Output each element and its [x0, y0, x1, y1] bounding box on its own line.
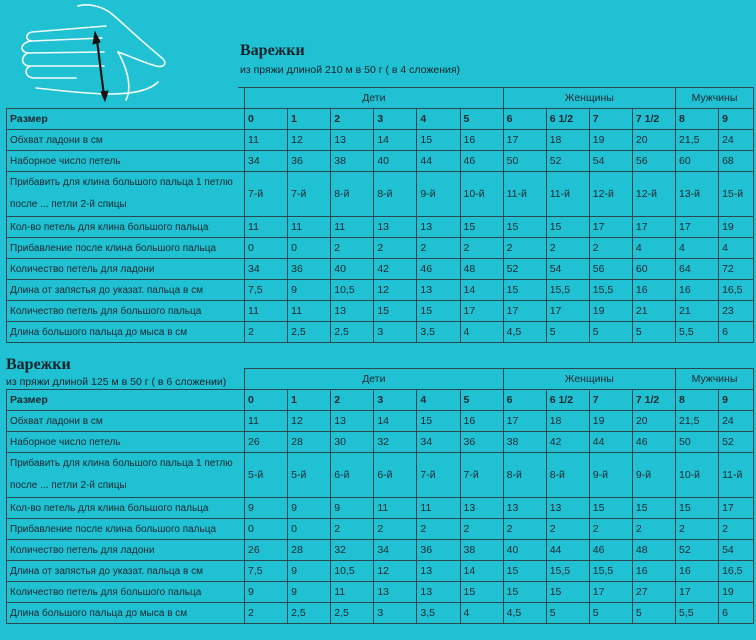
table-row — [7, 519, 754, 540]
size-cell: 6 — [503, 390, 546, 411]
table-cell: 40 — [374, 151, 417, 172]
table-cell: 16 — [460, 130, 503, 151]
group-women: Женщины — [503, 88, 675, 109]
table-cell: 15 — [675, 498, 718, 519]
table-cell: 15,5 — [546, 561, 589, 582]
group-children: Дети — [245, 369, 504, 390]
section1-size-row — [7, 109, 754, 130]
size-label: Размер — [7, 109, 245, 130]
table-cell: 13 — [417, 217, 460, 238]
table-cell: 24 — [719, 130, 754, 151]
size-cell: 4 — [417, 109, 460, 130]
table-cell: 46 — [632, 432, 675, 453]
size-cell: 7 1/2 — [632, 109, 675, 130]
table-cell: 32 — [374, 432, 417, 453]
table-cell: 3,5 — [417, 603, 460, 624]
row-label: Прибавление после клина большого пальца — [7, 238, 245, 259]
table-cell: 13 — [374, 582, 417, 603]
table-cell: 5-й — [245, 453, 288, 498]
table-cell: 9 — [288, 280, 331, 301]
table-cell: 19 — [589, 130, 632, 151]
table-cell: 4,5 — [503, 603, 546, 624]
table-cell: 20 — [632, 411, 675, 432]
table-cell: 13 — [331, 301, 374, 322]
table-cell: 5,5 — [675, 322, 718, 343]
table-cell: 15 — [589, 498, 632, 519]
table-cell: 11 — [374, 498, 417, 519]
table-cell: 16 — [675, 561, 718, 582]
size-cell: 8 — [675, 390, 718, 411]
table-cell: 3 — [374, 603, 417, 624]
table-cell: 15 — [503, 582, 546, 603]
size-cell: 0 — [245, 109, 288, 130]
table-cell: 6-й — [331, 453, 374, 498]
table-cell: 68 — [719, 151, 754, 172]
table-cell: 4 — [632, 238, 675, 259]
table-cell: 17 — [589, 582, 632, 603]
section2-subtitle: из пряжи длиной 125 м в 50 г ( в 6 сложении) — [6, 376, 227, 388]
table-cell: 12-й — [589, 172, 632, 217]
table-cell: 12 — [288, 130, 331, 151]
row-label: Длина от запястья до указат. пальца в см — [7, 561, 245, 582]
table-cell: 13-й — [675, 172, 718, 217]
table-cell: 3 — [374, 322, 417, 343]
table-cell: 46 — [417, 259, 460, 280]
table-row — [7, 280, 754, 301]
section1-size-table — [6, 87, 754, 343]
row-label: Кол-во петель для клина большого пальца — [7, 498, 245, 519]
table-cell: 7,5 — [245, 561, 288, 582]
table-cell: 14 — [374, 130, 417, 151]
table-cell: 13 — [503, 498, 546, 519]
table-cell: 2 — [503, 519, 546, 540]
table-cell: 7-й — [245, 172, 288, 217]
row-label: Количество петель для ладони — [7, 259, 245, 280]
size-cell: 3 — [374, 109, 417, 130]
table-cell: 2 — [417, 238, 460, 259]
table-cell: 54 — [589, 151, 632, 172]
table-cell: 6 — [719, 322, 754, 343]
table-cell: 7-й — [288, 172, 331, 217]
table-cell: 72 — [719, 259, 754, 280]
table-cell: 13 — [417, 280, 460, 301]
row-label: Количество петель для большого пальца — [7, 582, 245, 603]
table-cell: 2 — [675, 519, 718, 540]
table-cell: 28 — [288, 540, 331, 561]
table-cell: 2 — [503, 238, 546, 259]
table-cell: 2 — [245, 603, 288, 624]
row-label: Обхват ладони в см — [7, 411, 245, 432]
table-cell: 12 — [374, 280, 417, 301]
table-cell: 64 — [675, 259, 718, 280]
table-row — [7, 217, 754, 238]
table-cell: 52 — [546, 151, 589, 172]
table-cell: 12-й — [632, 172, 675, 217]
table-cell: 2,5 — [331, 603, 374, 624]
table-cell: 9-й — [417, 172, 460, 217]
table-row — [7, 151, 754, 172]
table-cell: 13 — [460, 498, 503, 519]
table-cell: 42 — [546, 432, 589, 453]
table-cell: 13 — [374, 217, 417, 238]
table-cell: 8-й — [331, 172, 374, 217]
group-men: Мужчины — [675, 88, 753, 109]
table-cell: 17 — [719, 498, 754, 519]
table-cell: 48 — [460, 259, 503, 280]
table-cell: 0 — [245, 519, 288, 540]
table-cell: 9-й — [589, 453, 632, 498]
table-cell: 14 — [460, 561, 503, 582]
section2-size-row — [7, 390, 754, 411]
table-cell: 40 — [331, 259, 374, 280]
table-cell: 2 — [245, 322, 288, 343]
size-cell: 4 — [417, 390, 460, 411]
table-row — [7, 603, 754, 624]
section2-group-row — [7, 369, 754, 390]
table-cell: 21 — [632, 301, 675, 322]
table-cell: 15 — [503, 561, 546, 582]
table-cell: 4,5 — [503, 322, 546, 343]
table-cell: 17 — [503, 130, 546, 151]
table-cell: 34 — [374, 540, 417, 561]
table-cell: 21,5 — [675, 411, 718, 432]
table-cell: 12 — [374, 561, 417, 582]
table-cell: 17 — [675, 217, 718, 238]
size-cell: 5 — [460, 390, 503, 411]
table-cell: 15 — [546, 582, 589, 603]
table-cell: 13 — [331, 411, 374, 432]
table-cell: 4 — [719, 238, 754, 259]
table-cell: 11 — [288, 301, 331, 322]
table-cell: 7-й — [417, 453, 460, 498]
table-cell: 36 — [288, 151, 331, 172]
table-cell: 17 — [460, 301, 503, 322]
table-cell: 17 — [675, 582, 718, 603]
table-cell: 2 — [331, 519, 374, 540]
table-cell: 9 — [331, 498, 374, 519]
table-row — [7, 172, 754, 217]
table-cell: 60 — [675, 151, 718, 172]
table-cell: 11 — [245, 301, 288, 322]
table-cell: 17 — [632, 217, 675, 238]
row-label: Прибавить для клина большого пальца 1 петлю после ... петли 2-й спицы — [7, 453, 245, 498]
table-cell: 8-й — [546, 453, 589, 498]
table-cell: 26 — [245, 540, 288, 561]
size-cell: 6 1/2 — [546, 390, 589, 411]
table-cell: 0 — [288, 519, 331, 540]
table-cell: 16 — [675, 280, 718, 301]
table-cell: 18 — [546, 411, 589, 432]
size-cell: 2 — [331, 390, 374, 411]
table-cell: 50 — [675, 432, 718, 453]
table-cell: 15,5 — [546, 280, 589, 301]
table-cell: 16,5 — [719, 280, 754, 301]
table-cell: 7-й — [460, 453, 503, 498]
table-cell: 4 — [675, 238, 718, 259]
table-cell: 2,5 — [331, 322, 374, 343]
table-row — [7, 432, 754, 453]
table-cell: 46 — [460, 151, 503, 172]
size-cell: 1 — [288, 390, 331, 411]
table-cell: 9 — [288, 498, 331, 519]
table-cell: 2 — [460, 238, 503, 259]
table-cell: 42 — [374, 259, 417, 280]
size-cell: 6 1/2 — [546, 109, 589, 130]
table-cell: 11 — [331, 582, 374, 603]
section2-title: Варежки — [6, 356, 71, 373]
section2-size-table — [6, 368, 754, 624]
table-cell: 16,5 — [719, 561, 754, 582]
table-row — [7, 322, 754, 343]
table-cell: 5 — [546, 603, 589, 624]
table-cell: 2 — [331, 238, 374, 259]
table-cell: 44 — [417, 151, 460, 172]
group-women: Женщины — [503, 369, 675, 390]
table-cell: 3,5 — [417, 322, 460, 343]
table-cell: 26 — [245, 432, 288, 453]
table-cell: 27 — [632, 582, 675, 603]
size-cell: 0 — [245, 390, 288, 411]
table-cell: 17 — [589, 217, 632, 238]
table-row — [7, 238, 754, 259]
table-cell: 16 — [460, 411, 503, 432]
table-cell: 9 — [288, 582, 331, 603]
table-cell: 6 — [719, 603, 754, 624]
table-cell: 2 — [460, 519, 503, 540]
table-cell: 5 — [632, 603, 675, 624]
table-cell: 14 — [460, 280, 503, 301]
table-cell: 11-й — [719, 453, 754, 498]
table-cell: 11 — [245, 411, 288, 432]
table-cell: 2 — [719, 519, 754, 540]
table-cell: 0 — [245, 238, 288, 259]
table-cell: 50 — [503, 151, 546, 172]
table-cell: 2 — [589, 238, 632, 259]
table-cell: 2 — [546, 238, 589, 259]
table-cell: 15 — [460, 217, 503, 238]
table-cell: 15 — [503, 280, 546, 301]
size-cell: 8 — [675, 109, 718, 130]
table-cell: 10,5 — [331, 561, 374, 582]
table-cell: 14 — [374, 411, 417, 432]
table-cell: 15 — [417, 301, 460, 322]
table-cell: 15 — [503, 217, 546, 238]
row-label: Кол-во петель для клина большого пальца — [7, 217, 245, 238]
table-cell: 2 — [374, 519, 417, 540]
table-cell: 21 — [675, 301, 718, 322]
table-cell: 5 — [589, 603, 632, 624]
table-cell: 19 — [719, 582, 754, 603]
table-cell: 5 — [546, 322, 589, 343]
table-cell: 19 — [589, 301, 632, 322]
table-cell: 2 — [546, 519, 589, 540]
table-cell: 52 — [719, 432, 754, 453]
table-cell: 52 — [675, 540, 718, 561]
table-cell: 12 — [288, 411, 331, 432]
table-cell: 56 — [632, 151, 675, 172]
table-cell: 36 — [460, 432, 503, 453]
table-cell: 44 — [546, 540, 589, 561]
table-cell: 5 — [632, 322, 675, 343]
blank-cell — [7, 88, 245, 109]
table-cell: 4 — [460, 322, 503, 343]
table-cell: 6-й — [374, 453, 417, 498]
table-cell: 28 — [288, 432, 331, 453]
table-cell: 15 — [417, 130, 460, 151]
section1-group-row — [7, 88, 754, 109]
table-cell: 17 — [503, 411, 546, 432]
table-cell: 11 — [245, 130, 288, 151]
table-row — [7, 130, 754, 151]
table-cell: 16 — [632, 561, 675, 582]
table-cell: 60 — [632, 259, 675, 280]
table-cell: 19 — [719, 217, 754, 238]
table-cell: 15 — [632, 498, 675, 519]
size-cell: 5 — [460, 109, 503, 130]
table-cell: 5-й — [288, 453, 331, 498]
table-cell: 54 — [546, 259, 589, 280]
table-cell: 23 — [719, 301, 754, 322]
table-cell: 21,5 — [675, 130, 718, 151]
row-label: Количество петель для ладони — [7, 540, 245, 561]
table-cell: 54 — [719, 540, 754, 561]
table-cell: 10,5 — [331, 280, 374, 301]
table-cell: 17 — [503, 301, 546, 322]
table-row — [7, 582, 754, 603]
table-cell: 38 — [331, 151, 374, 172]
table-cell: 11 — [245, 217, 288, 238]
table-row — [7, 301, 754, 322]
table-row — [7, 411, 754, 432]
table-cell: 34 — [417, 432, 460, 453]
size-label: Размер — [7, 390, 245, 411]
size-cell: 9 — [719, 109, 754, 130]
row-label: Длина большого пальца до мыса в см — [7, 322, 245, 343]
section1-title: Варежки — [240, 42, 305, 59]
table-cell: 38 — [460, 540, 503, 561]
table-cell: 13 — [331, 130, 374, 151]
table-cell: 15-й — [719, 172, 754, 217]
table-cell: 15,5 — [589, 280, 632, 301]
table-cell: 11-й — [503, 172, 546, 217]
row-label: Обхват ладони в см — [7, 130, 245, 151]
table-cell: 15 — [546, 217, 589, 238]
table-cell: 9 — [245, 582, 288, 603]
table-cell: 2,5 — [288, 322, 331, 343]
table-cell: 8-й — [374, 172, 417, 217]
table-cell: 11 — [331, 217, 374, 238]
table-cell: 48 — [632, 540, 675, 561]
table-cell: 13 — [417, 561, 460, 582]
table-cell: 9-й — [632, 453, 675, 498]
table-cell: 5 — [589, 322, 632, 343]
table-row — [7, 498, 754, 519]
row-label: Наборное число петель — [7, 151, 245, 172]
table-cell: 9 — [245, 498, 288, 519]
table-cell: 52 — [503, 259, 546, 280]
table-cell: 2,5 — [288, 603, 331, 624]
size-cell: 3 — [374, 390, 417, 411]
table-row — [7, 259, 754, 280]
table-cell: 2 — [417, 519, 460, 540]
table-cell: 16 — [632, 280, 675, 301]
table-cell: 13 — [546, 498, 589, 519]
table-cell: 24 — [719, 411, 754, 432]
size-cell: 6 — [503, 109, 546, 130]
size-cell: 2 — [331, 109, 374, 130]
table-cell: 30 — [331, 432, 374, 453]
table-cell: 34 — [245, 151, 288, 172]
table-cell: 17 — [546, 301, 589, 322]
table-row — [7, 540, 754, 561]
table-cell: 10-й — [675, 453, 718, 498]
table-cell: 36 — [288, 259, 331, 280]
table-cell: 32 — [331, 540, 374, 561]
size-cell: 9 — [719, 390, 754, 411]
group-men: Мужчины — [675, 369, 753, 390]
table-cell: 10-й — [460, 172, 503, 217]
table-row — [7, 453, 754, 498]
table-cell: 18 — [546, 130, 589, 151]
table-cell: 11-й — [546, 172, 589, 217]
table-cell: 13 — [417, 582, 460, 603]
table-cell: 2 — [589, 519, 632, 540]
table-cell: 8-й — [503, 453, 546, 498]
table-cell: 15,5 — [589, 561, 632, 582]
row-label: Прибавление после клина большого пальца — [7, 519, 245, 540]
size-cell: 7 — [589, 390, 632, 411]
size-cell: 7 — [589, 109, 632, 130]
table-cell: 34 — [245, 259, 288, 280]
blank-cell — [7, 369, 245, 390]
row-label: Прибавить для клина большого пальца 1 петлю после ... петли 2-й спицы — [7, 172, 245, 217]
table-cell: 20 — [632, 130, 675, 151]
table-cell: 11 — [417, 498, 460, 519]
table-cell: 9 — [288, 561, 331, 582]
row-label: Наборное число петель — [7, 432, 245, 453]
table-cell: 5,5 — [675, 603, 718, 624]
table-cell: 44 — [589, 432, 632, 453]
section1-subtitle: из пряжи длиной 210 м в 50 г ( в 4 сложения) — [240, 64, 461, 76]
group-children: Дети — [245, 88, 504, 109]
table-cell: 38 — [503, 432, 546, 453]
table-cell: 46 — [589, 540, 632, 561]
table-cell: 0 — [288, 238, 331, 259]
table-cell: 7,5 — [245, 280, 288, 301]
table-cell: 4 — [460, 603, 503, 624]
table-cell: 2 — [374, 238, 417, 259]
table-cell: 40 — [503, 540, 546, 561]
table-cell: 19 — [589, 411, 632, 432]
table-cell: 15 — [417, 411, 460, 432]
table-cell: 36 — [417, 540, 460, 561]
table-cell: 11 — [288, 217, 331, 238]
table-cell: 2 — [632, 519, 675, 540]
size-cell: 7 1/2 — [632, 390, 675, 411]
table-cell: 15 — [460, 582, 503, 603]
size-cell: 1 — [288, 109, 331, 130]
row-label: Длина большого пальца до мыса в см — [7, 603, 245, 624]
table-cell: 15 — [374, 301, 417, 322]
row-label: Количество петель для большого пальца — [7, 301, 245, 322]
row-label: Длина от запястья до указат. пальца в см — [7, 280, 245, 301]
table-cell: 56 — [589, 259, 632, 280]
table-row — [7, 561, 754, 582]
